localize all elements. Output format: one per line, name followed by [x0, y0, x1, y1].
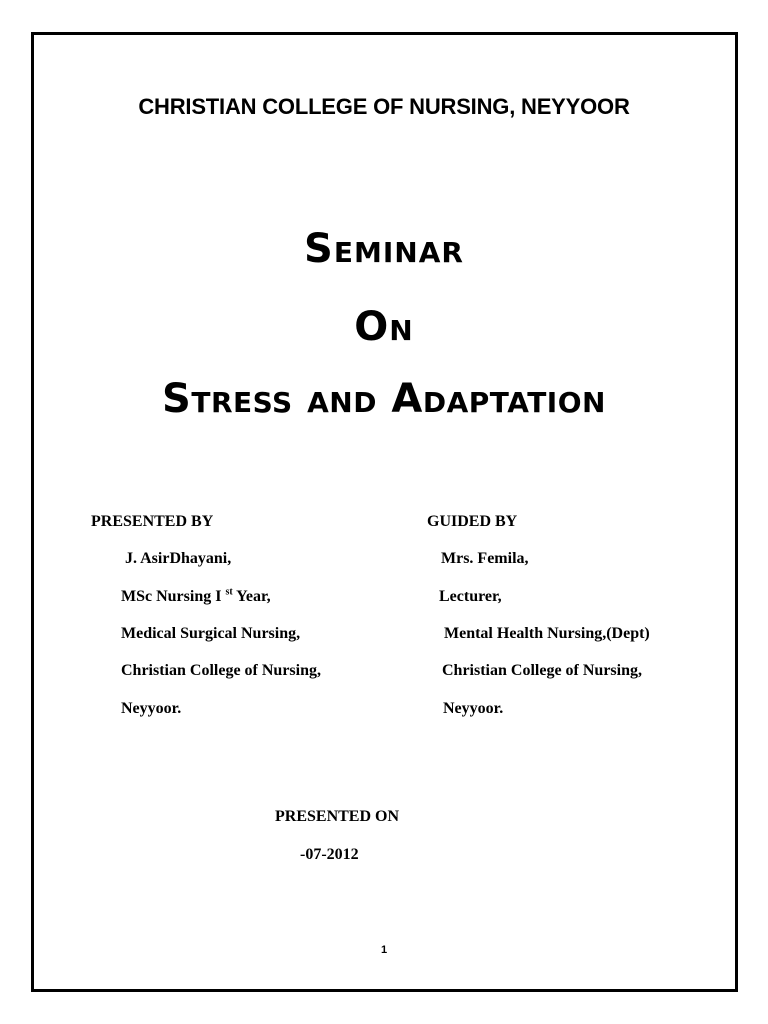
- presenter-name: J. AsirDhayani,: [125, 550, 232, 567]
- presenter-course: MSc Nursing I $^{st}$ Year,: [121, 586, 271, 605]
- presenter-specialty: Medical Surgical Nursing,: [121, 625, 301, 642]
- title-line-topic: Stress and Adaptation: [162, 376, 606, 422]
- presentation-date: -07-2012: [300, 846, 359, 863]
- page-border: [31, 32, 738, 992]
- presented-on-heading: PRESENTED ON: [275, 808, 400, 825]
- presenter-college: Christian College of Nursing,: [121, 662, 321, 679]
- title-line-on: On: [354, 304, 414, 350]
- title-line-seminar: Seminar: [304, 226, 464, 272]
- guide-college: Christian College of Nursing,: [442, 662, 642, 679]
- guide-place: Neyyoor.: [443, 700, 504, 717]
- guide-department: Mental Health Nursing,(Dept): [444, 625, 650, 642]
- presented-by-heading: PRESENTED BY: [91, 513, 214, 530]
- guided-by-heading: GUIDED BY: [427, 513, 518, 530]
- guide-name: Mrs. Femila,: [441, 550, 529, 567]
- presenter-place: Neyyoor.: [121, 700, 182, 717]
- institution-heading: CHRISTIAN COLLEGE OF NURSING, NEYYOOR: [138, 94, 630, 119]
- guide-designation: Lecturer,: [439, 588, 502, 605]
- page-number: 1: [380, 944, 388, 956]
